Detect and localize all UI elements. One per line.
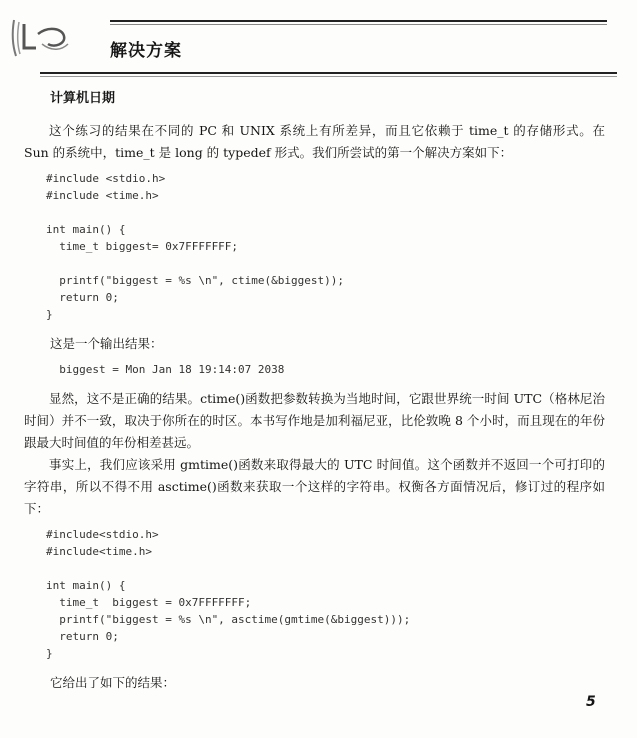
code-block-ctime — [0, 170, 637, 323]
section-title: 计算机日期 — [50, 91, 116, 106]
paragraph-output-intro: 这是一个输出结果： — [50, 336, 163, 351]
code-line: #include<time.h> — [46, 545, 152, 558]
paragraph-fix: 事实上，我们应该采用 gmtime()函数来取得最大的 UTC 时间值。这个函数并不返回一个可打印的字符串，所以不得不用 asctime()函数来获取一个这样的字符串。权衡各方面情况后，修订过的程序如下： — [24, 457, 605, 516]
output-line: biggest = Mon Jan 18 19:14:07 2038 — [46, 363, 285, 376]
code-block-asctime — [0, 526, 637, 662]
page-number: 5 — [586, 694, 596, 710]
code-line — [46, 255, 637, 272]
code-line: time_t biggest = 0x7FFFFFFF; — [46, 596, 252, 609]
code-line: #include<stdio.h> — [46, 528, 159, 541]
code-line: } — [46, 647, 53, 660]
code-line: printf("biggest = %s \n", ctime(&biggest)); — [46, 274, 345, 287]
code-line: return 0; — [46, 291, 119, 304]
page-content — [0, 88, 637, 694]
header-divider — [40, 72, 617, 74]
code-line: printf("biggest = %s \n", asctime(gmtime(&biggest))); — [46, 613, 411, 626]
code-line — [46, 204, 637, 221]
paragraph-intro: 这个练习的结果在不同的 PC 和 UNIX 系统上有所差异，而且它依赖于 time_t 的存储形式。在 Sun 的系统中，time_t 是 long 的 typedef 形式。我们所尝试的第一个解决方案如下： — [24, 123, 605, 160]
code-line: } — [46, 308, 53, 321]
chapter-title: 解决方案 — [110, 41, 182, 61]
header-divider-thin — [40, 76, 617, 77]
chapter-logo-icon — [8, 14, 72, 60]
code-line: return 0; — [46, 630, 119, 643]
header-rule-thin — [110, 24, 607, 25]
header-rule — [110, 20, 607, 22]
code-line — [46, 560, 637, 577]
code-line: #include <stdio.h> — [46, 172, 166, 185]
paragraph-explanation: 显然，这不是正确的结果。ctime()函数把参数转换为当地时间，它跟世界统一时间 UTC（格林尼治时间）并不一致，取决于你所在的时区。本书写作地是加利福尼亚，比伦敦晚 8 个小时，而且现在的年份跟最大时间值的年份相差甚远。 — [24, 391, 605, 450]
code-line: time_t biggest= 0x7FFFFFFF; — [46, 240, 239, 253]
paragraph-result: 它给出了如下的结果： — [50, 675, 176, 690]
code-line: int main() { — [46, 579, 126, 592]
code-line: #include <time.h> — [46, 189, 159, 202]
page-header — [0, 0, 637, 80]
code-line: int main() { — [46, 223, 126, 236]
output-block — [0, 361, 637, 378]
